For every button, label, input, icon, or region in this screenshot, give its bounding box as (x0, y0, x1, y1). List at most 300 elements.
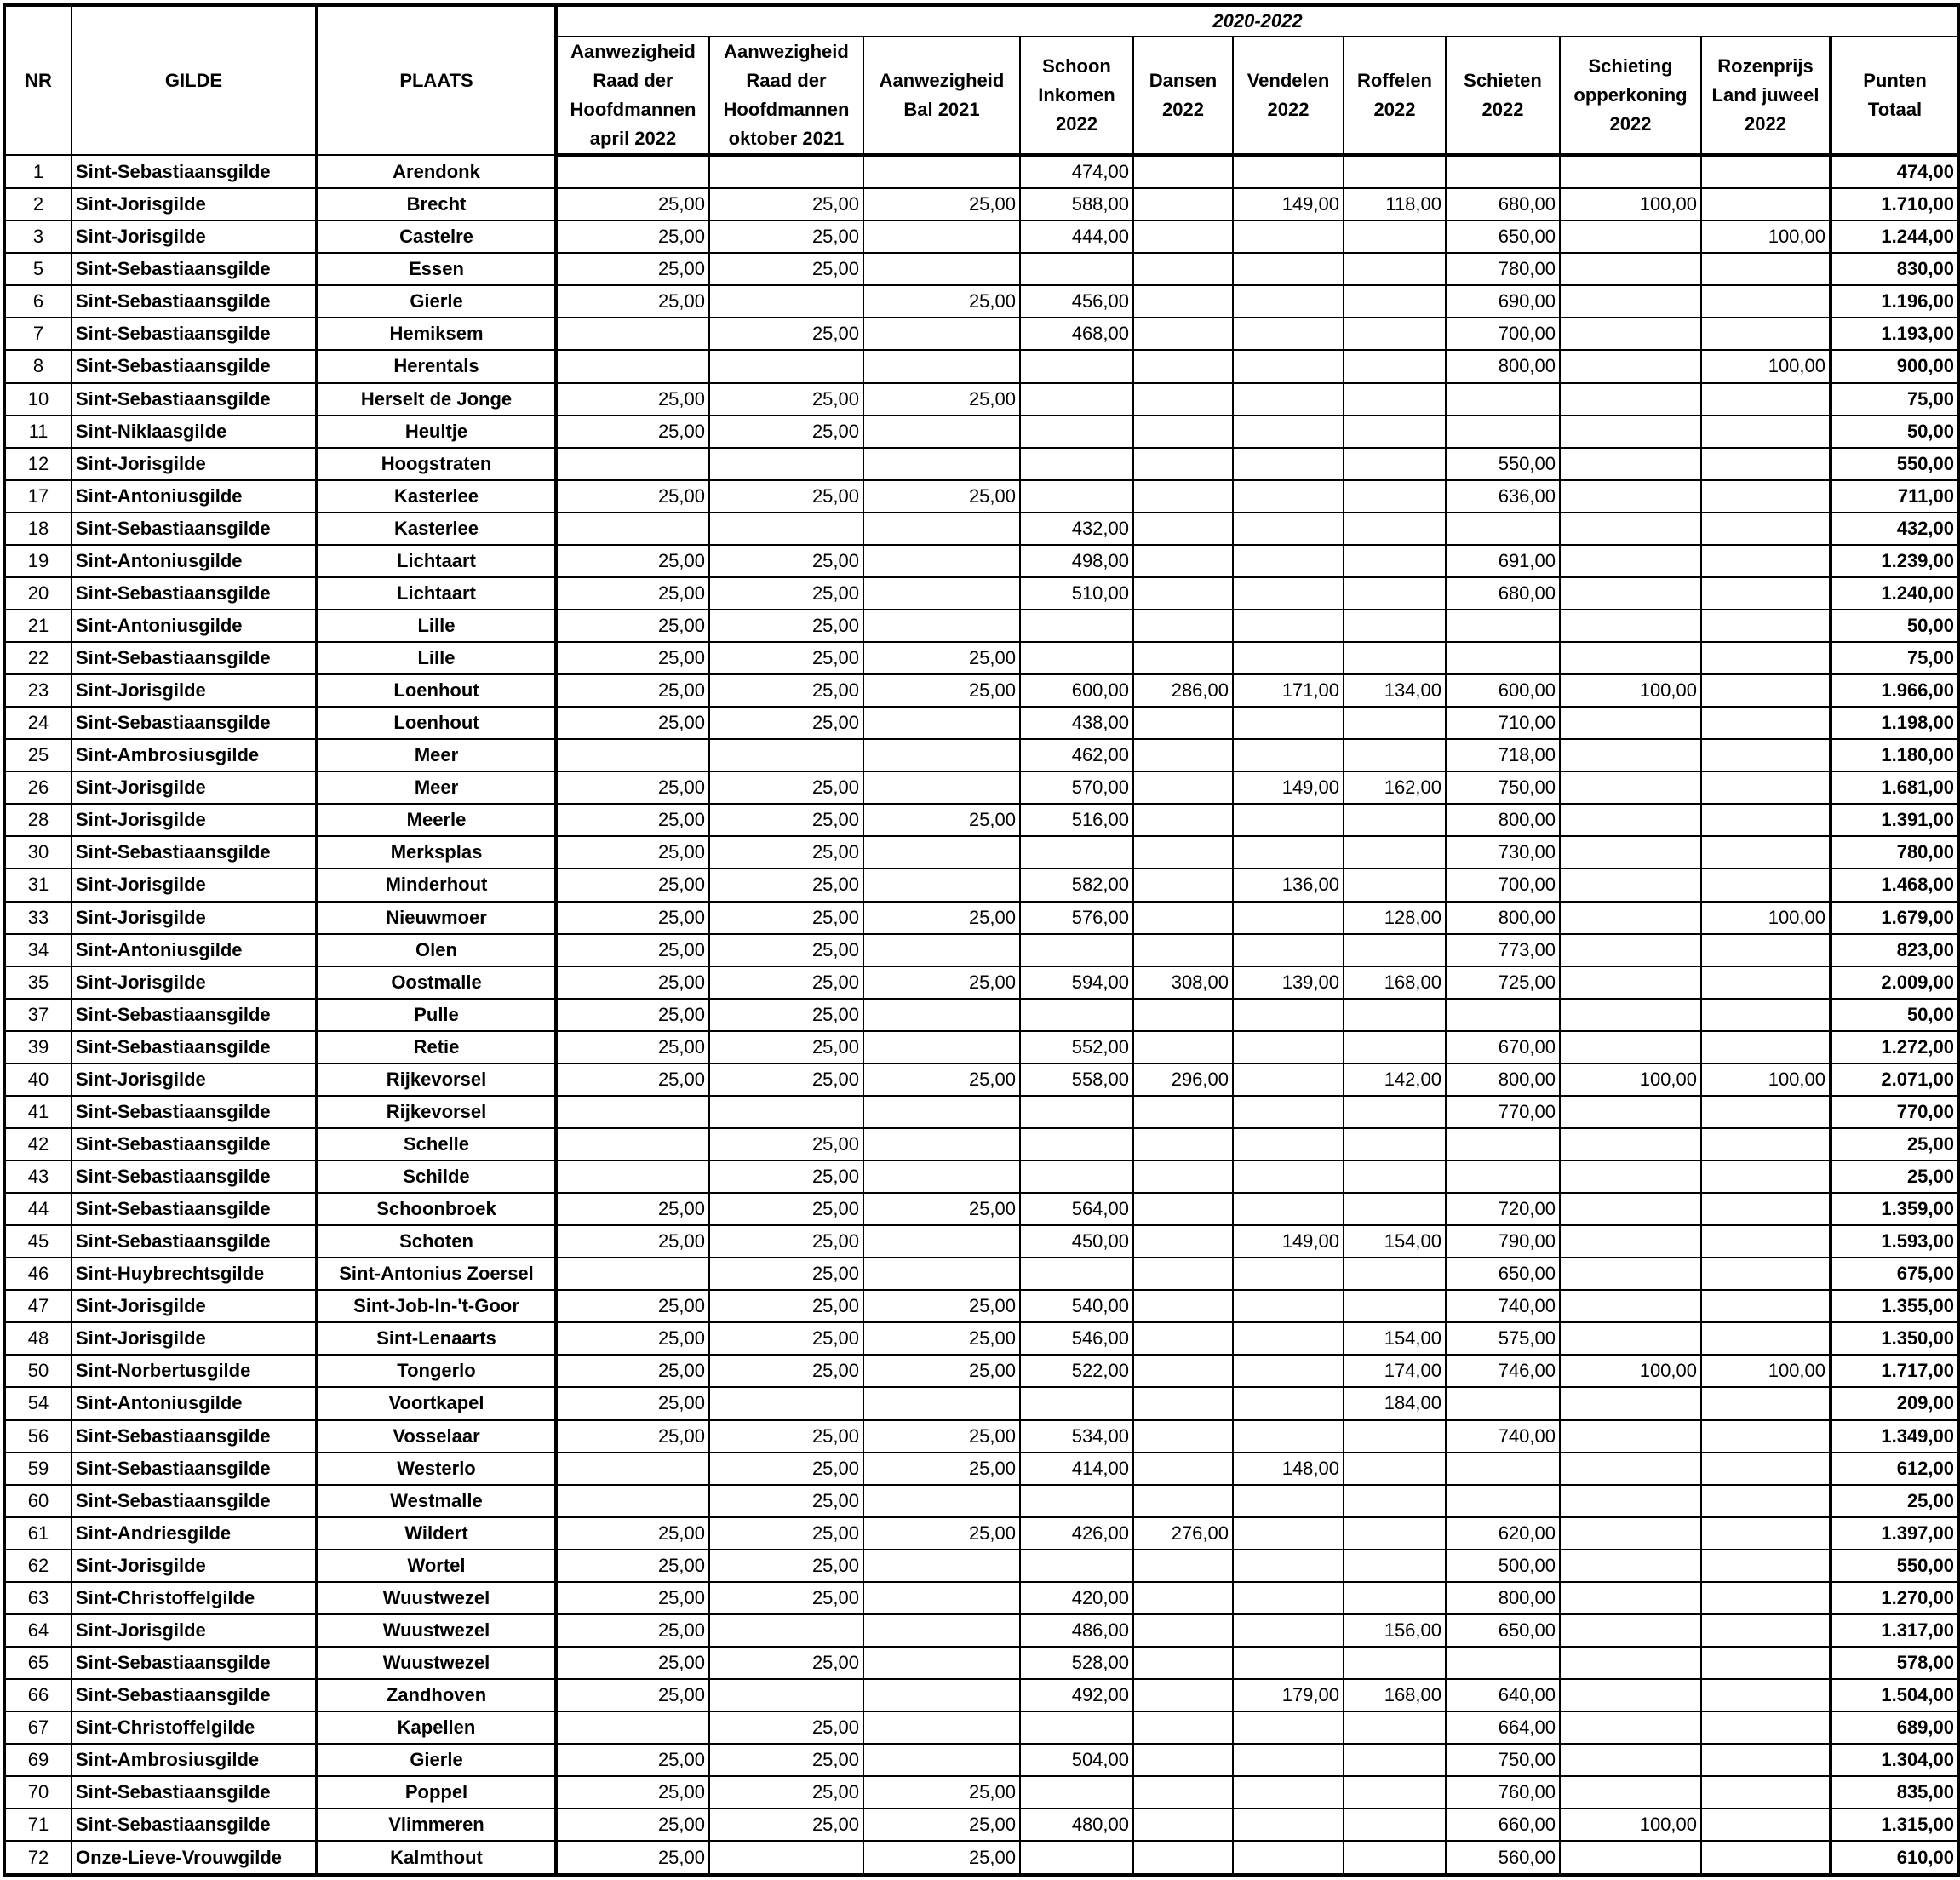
cell-plaats: Kapellen (317, 1711, 556, 1744)
cell-value: 560,00 (1446, 1841, 1560, 1875)
cell-value (1701, 999, 1831, 1031)
cell-value (863, 577, 1020, 610)
cell-value: 800,00 (1446, 804, 1560, 836)
cell-value: 25,00 (709, 1453, 863, 1485)
cell-value: 800,00 (1446, 1063, 1560, 1096)
cell-nr: 24 (4, 707, 72, 739)
cell-value: 25,00 (709, 1290, 863, 1322)
cell-plaats: Lille (317, 642, 556, 674)
cell-nr: 5 (4, 253, 72, 285)
cell-value (1133, 383, 1233, 416)
cell-punten-totaal: 1.240,00 (1831, 577, 1959, 610)
cell-punten-totaal: 1.468,00 (1831, 868, 1959, 901)
cell-value: 25,00 (863, 480, 1020, 513)
cell-value (1560, 1420, 1701, 1453)
cell-value (1133, 1258, 1233, 1290)
cell-value: 25,00 (556, 902, 709, 934)
cell-value (863, 350, 1020, 382)
col-header-5: Dansen 2022 (1133, 37, 1233, 155)
cell-value (1560, 1096, 1701, 1128)
cell-value (1233, 513, 1344, 545)
cell-nr: 8 (4, 350, 72, 382)
cell-value (1446, 1647, 1560, 1679)
cell-value (1133, 707, 1233, 739)
cell-value: 492,00 (1020, 1679, 1133, 1711)
cell-value (1701, 577, 1831, 610)
cell-value (1233, 1744, 1344, 1776)
cell-nr: 7 (4, 318, 72, 350)
cell-value: 25,00 (556, 1322, 709, 1355)
table-row (4, 155, 1959, 188)
cell-value: 540,00 (1020, 1290, 1133, 1322)
cell-value: 600,00 (1020, 674, 1133, 707)
cell-value (1233, 1258, 1344, 1290)
cell-value (1560, 1225, 1701, 1258)
cell-value (1233, 350, 1344, 382)
cell-punten-totaal: 50,00 (1831, 610, 1959, 642)
cell-gilde: Sint-Sebastiaansgilde (72, 513, 317, 545)
cell-plaats: Essen (317, 253, 556, 285)
cell-plaats: Wuustwezel (317, 1647, 556, 1679)
cell-value (1020, 1841, 1133, 1875)
cell-punten-totaal: 1.317,00 (1831, 1614, 1959, 1647)
cell-value (863, 221, 1020, 253)
cell-value (1020, 1096, 1133, 1128)
cell-value: 25,00 (556, 1679, 709, 1711)
cell-value (863, 318, 1020, 350)
cell-value: 149,00 (1233, 188, 1344, 221)
cell-value (1344, 1031, 1446, 1063)
cell-value (1701, 674, 1831, 707)
cell-value (1446, 383, 1560, 416)
cell-value: 25,00 (709, 642, 863, 674)
cell-nr: 67 (4, 1711, 72, 1744)
cell-value (1701, 1679, 1831, 1711)
cell-value (1701, 1841, 1831, 1875)
cell-nr: 41 (4, 1096, 72, 1128)
cell-value (1560, 480, 1701, 513)
cell-value: 25,00 (709, 674, 863, 707)
cell-value (1344, 513, 1446, 545)
table-row (4, 1808, 1959, 1841)
cell-value (1020, 480, 1133, 513)
col-header-8: Schieten 2022 (1446, 37, 1560, 155)
cell-value: 575,00 (1446, 1322, 1560, 1355)
cell-plaats: Vosselaar (317, 1420, 556, 1453)
cell-value: 25,00 (709, 383, 863, 416)
col-header-gilde: GILDE (72, 5, 317, 155)
cell-value (1133, 1711, 1233, 1744)
cell-nr: 72 (4, 1841, 72, 1875)
cell-value: 650,00 (1446, 1614, 1560, 1647)
cell-value: 25,00 (709, 480, 863, 513)
table-row (4, 804, 1959, 836)
cell-nr: 34 (4, 934, 72, 966)
cell-value (1701, 1647, 1831, 1679)
table-row (4, 1387, 1959, 1419)
cell-value (1133, 253, 1233, 285)
cell-gilde: Sint-Sebastiaansgilde (72, 1096, 317, 1128)
cell-plaats: Meer (317, 739, 556, 771)
table-row (4, 1096, 1959, 1128)
cell-value (1133, 350, 1233, 382)
cell-value (1701, 1517, 1831, 1550)
cell-value: 740,00 (1446, 1290, 1560, 1322)
cell-value (1560, 1322, 1701, 1355)
cell-value (1701, 1128, 1831, 1161)
cell-value (1344, 1550, 1446, 1582)
cell-punten-totaal: 578,00 (1831, 1647, 1959, 1679)
cell-value (1233, 739, 1344, 771)
cell-nr: 25 (4, 739, 72, 771)
cell-gilde: Sint-Sebastiaansgilde (72, 1808, 317, 1841)
cell-nr: 61 (4, 1517, 72, 1550)
cell-value (863, 836, 1020, 868)
cell-nr: 48 (4, 1322, 72, 1355)
cell-punten-totaal: 1.717,00 (1831, 1355, 1959, 1387)
cell-nr: 1 (4, 155, 72, 188)
cell-value: 730,00 (1446, 836, 1560, 868)
cell-gilde: Sint-Sebastiaansgilde (72, 383, 317, 416)
table-row (4, 1550, 1959, 1582)
cell-value: 25,00 (556, 610, 709, 642)
cell-nr: 22 (4, 642, 72, 674)
cell-gilde: Sint-Jorisgilde (72, 1614, 317, 1647)
cell-value (1233, 480, 1344, 513)
cell-punten-totaal: 50,00 (1831, 999, 1959, 1031)
cell-value (863, 610, 1020, 642)
cell-value (1701, 804, 1831, 836)
cell-value (556, 513, 709, 545)
col-header-plaats: PLAATS (317, 5, 556, 155)
cell-value: 25,00 (709, 1744, 863, 1776)
cell-value: 25,00 (863, 966, 1020, 999)
cell-value: 504,00 (1020, 1744, 1133, 1776)
cell-punten-totaal: 432,00 (1831, 513, 1959, 545)
cell-value (1560, 318, 1701, 350)
table-row (4, 1290, 1959, 1322)
cell-value: 25,00 (556, 934, 709, 966)
cell-value (1446, 1453, 1560, 1485)
cell-nr: 20 (4, 577, 72, 610)
table-row (4, 868, 1959, 901)
cell-nr: 54 (4, 1387, 72, 1419)
cell-value (1233, 1063, 1344, 1096)
cell-value (1344, 1290, 1446, 1322)
cell-value (1446, 1485, 1560, 1517)
cell-gilde: Sint-Jorisgilde (72, 1290, 317, 1322)
table-row (4, 739, 1959, 771)
cell-value: 420,00 (1020, 1582, 1133, 1614)
cell-plaats: Meerle (317, 804, 556, 836)
table-row (4, 545, 1959, 577)
cell-value (1233, 1808, 1344, 1841)
cell-plaats: Olen (317, 934, 556, 966)
cell-value (863, 416, 1020, 448)
cell-value: 25,00 (556, 1841, 709, 1875)
cell-value: 720,00 (1446, 1193, 1560, 1225)
cell-value: 426,00 (1020, 1517, 1133, 1550)
cell-value (1560, 771, 1701, 804)
cell-value (1133, 1808, 1233, 1841)
cell-value: 25,00 (709, 1355, 863, 1387)
cell-value (1344, 1420, 1446, 1453)
cell-value (1701, 642, 1831, 674)
table-row (4, 1193, 1959, 1225)
cell-gilde: Sint-Sebastiaansgilde (72, 1420, 317, 1453)
cell-gilde: Sint-Sebastiaansgilde (72, 1128, 317, 1161)
cell-value: 718,00 (1446, 739, 1560, 771)
cell-value (1133, 1225, 1233, 1258)
cell-value: 25,00 (709, 1420, 863, 1453)
cell-value (709, 513, 863, 545)
cell-value (1560, 1711, 1701, 1744)
cell-gilde: Sint-Ambrosiusgilde (72, 739, 317, 771)
cell-value (1344, 1258, 1446, 1290)
cell-value: 142,00 (1344, 1063, 1446, 1096)
cell-value (1133, 155, 1233, 188)
cell-value (1560, 1582, 1701, 1614)
cell-value: 25,00 (556, 1193, 709, 1225)
cell-value: 600,00 (1446, 674, 1560, 707)
cell-value: 25,00 (863, 1808, 1020, 1841)
cell-punten-totaal: 75,00 (1831, 642, 1959, 674)
cell-value (1133, 1647, 1233, 1679)
cell-value: 552,00 (1020, 1031, 1133, 1063)
table-header (4, 5, 1959, 155)
cell-value (1560, 545, 1701, 577)
cell-value: 25,00 (556, 1031, 709, 1063)
cell-nr: 18 (4, 513, 72, 545)
cell-value (1701, 545, 1831, 577)
cell-value (1233, 1193, 1344, 1225)
cell-value (1133, 1322, 1233, 1355)
cell-punten-totaal: 474,00 (1831, 155, 1959, 188)
cell-plaats: Meer (317, 771, 556, 804)
cell-value (556, 1485, 709, 1517)
cell-value (1446, 1128, 1560, 1161)
cell-value (709, 285, 863, 318)
cell-value: 510,00 (1020, 577, 1133, 610)
cell-value (1233, 1582, 1344, 1614)
cell-value: 432,00 (1020, 513, 1133, 545)
cell-value: 500,00 (1446, 1550, 1560, 1582)
cell-value (1233, 1420, 1344, 1453)
cell-value (1560, 221, 1701, 253)
cell-value (1233, 1614, 1344, 1647)
cell-value: 25,00 (556, 771, 709, 804)
col-header-1: Aanwezigheid Raad der Hoofdmannen april 2022 (556, 37, 709, 155)
cell-plaats: Merksplas (317, 836, 556, 868)
cell-punten-totaal: 1.504,00 (1831, 1679, 1959, 1711)
cell-value (1560, 610, 1701, 642)
cell-plaats: Kasterlee (317, 480, 556, 513)
cell-value (863, 934, 1020, 966)
cell-value: 25,00 (709, 1517, 863, 1550)
cell-value (1020, 1258, 1133, 1290)
cell-value (1560, 804, 1701, 836)
cell-value: 25,00 (863, 1290, 1020, 1322)
cell-plaats: Gierle (317, 1744, 556, 1776)
cell-value: 25,00 (709, 416, 863, 448)
cell-value (863, 1711, 1020, 1744)
cell-plaats: Wuustwezel (317, 1582, 556, 1614)
cell-value (863, 1614, 1020, 1647)
cell-value: 100,00 (1701, 221, 1831, 253)
cell-value (1701, 1614, 1831, 1647)
cell-value (1233, 318, 1344, 350)
table-row (4, 934, 1959, 966)
cell-value: 25,00 (709, 1485, 863, 1517)
cell-nr: 11 (4, 416, 72, 448)
cell-value: 594,00 (1020, 966, 1133, 999)
cell-value (709, 155, 863, 188)
cell-value: 558,00 (1020, 1063, 1133, 1096)
cell-value (1020, 253, 1133, 285)
cell-plaats: Zandhoven (317, 1679, 556, 1711)
cell-value: 498,00 (1020, 545, 1133, 577)
cell-punten-totaal: 1.350,00 (1831, 1322, 1959, 1355)
cell-value: 25,00 (863, 674, 1020, 707)
cell-value (1701, 318, 1831, 350)
cell-value (1133, 642, 1233, 674)
cell-value (1020, 448, 1133, 480)
cell-value: 25,00 (556, 674, 709, 707)
cell-value: 286,00 (1133, 674, 1233, 707)
cell-value: 168,00 (1344, 966, 1446, 999)
table-row (4, 674, 1959, 707)
cell-value (1233, 221, 1344, 253)
cell-value (1133, 221, 1233, 253)
cell-value (1233, 902, 1344, 934)
cell-value: 486,00 (1020, 1614, 1133, 1647)
cell-value: 25,00 (709, 1031, 863, 1063)
cell-value (863, 1128, 1020, 1161)
cell-gilde: Sint-Jorisgilde (72, 221, 317, 253)
cell-value: 25,00 (709, 804, 863, 836)
col-header-3: Aanwezigheid Bal 2021 (863, 37, 1020, 155)
cell-value (1701, 1453, 1831, 1485)
cell-value (1344, 1776, 1446, 1808)
cell-value: 25,00 (863, 1322, 1020, 1355)
cell-value: 25,00 (556, 1355, 709, 1387)
cell-gilde: Sint-Antoniusgilde (72, 480, 317, 513)
cell-gilde: Sint-Jorisgilde (72, 674, 317, 707)
cell-value: 25,00 (709, 577, 863, 610)
cell-plaats: Rijkevorsel (317, 1096, 556, 1128)
cell-punten-totaal: 1.391,00 (1831, 804, 1959, 836)
cell-value (1701, 1550, 1831, 1582)
cell-value (1701, 868, 1831, 901)
cell-value: 680,00 (1446, 188, 1560, 221)
cell-value: 25,00 (556, 868, 709, 901)
cell-value: 136,00 (1233, 868, 1344, 901)
cell-gilde: Sint-Antoniusgilde (72, 934, 317, 966)
cell-value (556, 1161, 709, 1193)
cell-value (1233, 1290, 1344, 1322)
cell-value: 680,00 (1446, 577, 1560, 610)
cell-nr: 56 (4, 1420, 72, 1453)
col-header-9: Schieting opperkoning 2022 (1560, 37, 1701, 155)
cell-plaats: Westmalle (317, 1485, 556, 1517)
cell-gilde: Sint-Jorisgilde (72, 1550, 317, 1582)
cell-value: 25,00 (709, 253, 863, 285)
cell-value (1344, 448, 1446, 480)
table-row (4, 1517, 1959, 1550)
cell-value (1701, 1387, 1831, 1419)
table-row (4, 416, 1959, 448)
cell-plaats: Castelre (317, 221, 556, 253)
cell-value: 750,00 (1446, 771, 1560, 804)
cell-value (1701, 480, 1831, 513)
cell-value (1344, 1647, 1446, 1679)
cell-value: 25,00 (709, 1258, 863, 1290)
cell-value: 100,00 (1560, 188, 1701, 221)
cell-plaats: Wildert (317, 1517, 556, 1550)
cell-value (1446, 1161, 1560, 1193)
cell-value (863, 707, 1020, 739)
cell-value (1701, 285, 1831, 318)
col-header-7: Roffelen 2022 (1344, 37, 1446, 155)
cell-value (1701, 934, 1831, 966)
cell-value: 25,00 (709, 1128, 863, 1161)
cell-value (556, 1711, 709, 1744)
cell-value (1560, 836, 1701, 868)
cell-value (863, 1744, 1020, 1776)
cell-value: 25,00 (556, 221, 709, 253)
cell-value (1233, 610, 1344, 642)
cell-value (1701, 416, 1831, 448)
cell-value (1560, 1744, 1701, 1776)
cell-plaats: Vlimmeren (317, 1808, 556, 1841)
cell-value (1233, 1355, 1344, 1387)
table-row (4, 1063, 1959, 1096)
cell-nr: 21 (4, 610, 72, 642)
table-row (4, 707, 1959, 739)
cell-value (1344, 1582, 1446, 1614)
cell-value (1701, 1225, 1831, 1258)
cell-plaats: Tongerlo (317, 1355, 556, 1387)
cell-value: 25,00 (863, 1193, 1020, 1225)
cell-value (1344, 739, 1446, 771)
cell-value (1701, 1420, 1831, 1453)
cell-plaats: Oostmalle (317, 966, 556, 999)
cell-value (1560, 999, 1701, 1031)
col-header-11: Punten Totaal (1831, 37, 1959, 155)
cell-value (1344, 1808, 1446, 1841)
cell-value: 184,00 (1344, 1387, 1446, 1419)
table-row (4, 513, 1959, 545)
cell-nr: 59 (4, 1453, 72, 1485)
cell-gilde: Sint-Jorisgilde (72, 188, 317, 221)
cell-value (1133, 1744, 1233, 1776)
cell-gilde: Sint-Huybrechtsgilde (72, 1258, 317, 1290)
cell-value (1133, 1290, 1233, 1322)
table-row (4, 1582, 1959, 1614)
table-row (4, 1031, 1959, 1063)
cell-value: 25,00 (556, 1614, 709, 1647)
cell-value: 740,00 (1446, 1420, 1560, 1453)
cell-plaats: Schilde (317, 1161, 556, 1193)
cell-gilde: Sint-Sebastiaansgilde (72, 836, 317, 868)
cell-plaats: Minderhout (317, 868, 556, 901)
cell-value (1233, 934, 1344, 966)
cell-value (1560, 934, 1701, 966)
table-row (4, 383, 1959, 416)
cell-value: 474,00 (1020, 155, 1133, 188)
cell-value (1701, 771, 1831, 804)
cell-value (1701, 253, 1831, 285)
